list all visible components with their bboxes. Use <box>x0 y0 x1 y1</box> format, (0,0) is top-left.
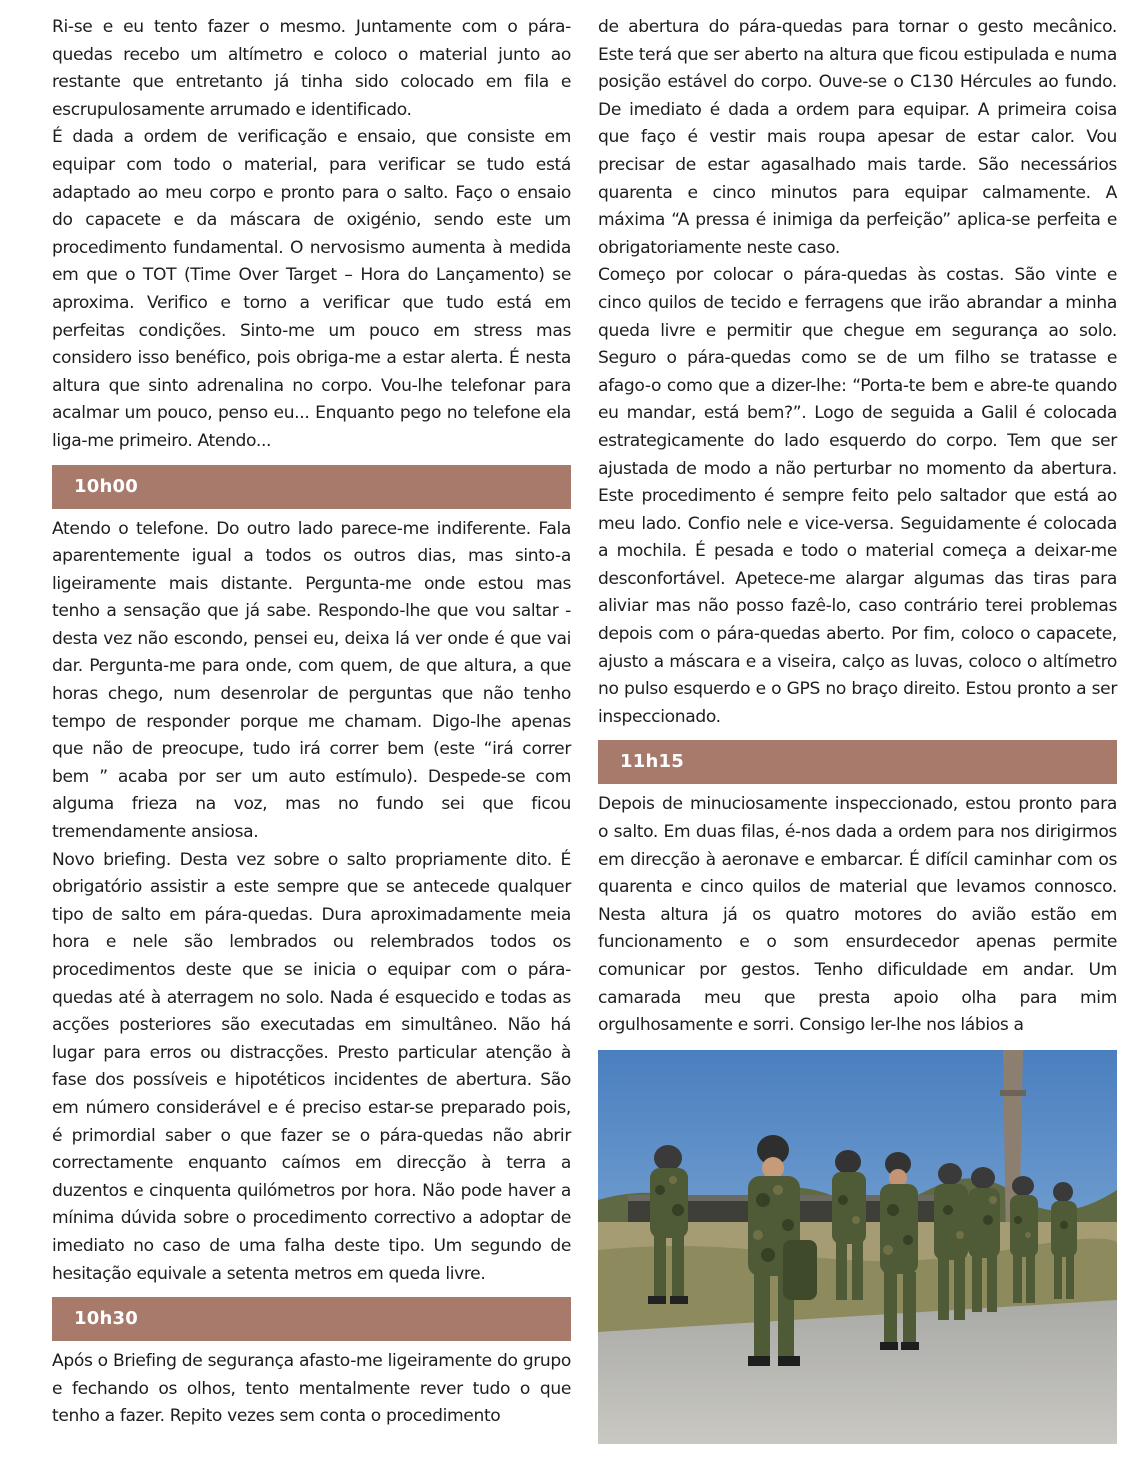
paragraph: Após o Briefing de segurança afasto-me ligeiramente do grupo e fechando os olhos, tento mentalmente rever tudo o que tenho a fazer. Repito vezes sem conta o procedimento <box>52 1351 571 1427</box>
section-heading-10h30: 10h30 <box>52 1297 571 1341</box>
paragraph: Depois de minuciosamente inspeccionado, estou pronto para o salto. Em duas filas, é-nos dada a ordem para nos dirigirmos em direcção à aeronave e embarcar. É difícil caminhar com os quarenta e cinco quilos de material que levamos connosco. Nesta altura já os quatro motores do avião estão em funcionamento e o som ensurdecedor apenas permite comunicar por gestos. Tenho dificuldade em andar. Um camarada meu que presta apoio olha para mim orgulhosamente e sorri. Consigo ler-lhe nos lábios a <box>598 794 1117 1036</box>
right-column <box>598 14 1117 1040</box>
paragraph: Atendo o telefone. Do outro lado parece-me indiferente. Fala aparentemente igual a todos os outros dias, mas sinto-a ligeiramente mais distante. Pergunta-me onde estou mas tenho a sensação que já sabe. Respondo-lhe que vou saltar - desta vez não escondo, pensei eu, deixa lá ver onde é que vai dar. Pergunta-me para onde, com quem, de que altura, a que horas chego, num desenrolar de perguntas que não tenho tempo de responder porque me chamam. Digo-lhe apenas que não de preocupe, tudo irá correr bem (este “irá correr bem ” acaba por ser um auto estímulo). Despede-se com alguma frieza na voz, mas no fundo sei que ficou tremendamente ansiosa. <box>52 518 571 843</box>
paragraph: Ri-se e eu tento fazer o mesmo. Juntamente com o pára-quedas recebo um altímetro e coloco o material junto ao restante que entretanto já tinha sido colocado em fila e escrupulosamente arrumado e identificado. <box>52 17 571 120</box>
section-heading-11h15: 11h15 <box>598 740 1117 784</box>
paragraph: Começo por colocar o pára-quedas às costas. São vinte e cinco quilos de tecido e ferragens que irão abrandar a minha queda livre e permitir que chegue em segurança ao solo. Seguro o pára-quedas como se de um filho se tratasse e afago-o como que a dizer-lhe: “Porta-te bem e abre-te quando eu mandar, está bem?”. Logo de seguida a Galil é colocada estrategicamente do lado esquerdo do corpo. Tem que ser ajustada de modo a não perturbar no momento da abertura. Este procedimento é sempre feito pelo saltador que está ao meu lado. Confio nele e vice-versa. Seguidamente é colocada a mochila. É pesada e todo o material começa a deixar-me desconfortável. Apetece-me alargar algumas das tiras para aliviar mas não posso fazê-lo, caso contrário terei problemas depois com o pára-quedas aberto. Por fim, coloco o capacete, ajusto a máscara e a viseira, calço as luvas, coloco o altímetro no pulso esquerdo e o GPS no braço direito. Estou pronto a ser inspeccionado. <box>598 265 1117 727</box>
paragraph: de abertura do pára-quedas para tornar o gesto mecânico. Este terá que ser aberto na altura que ficou estipulada e numa posição estável do corpo. Ouve-se o C130 Hércules ao fundo. De imediato é dada a ordem para equipar. A primeira coisa que faço é vestir mais roupa apesar de estar calor. Vou precisar de estar agasalhado mais tarde. São necessários quarenta e cinco minutos para equipar calmamente. A máxima “A pressa é inimiga da perfeição” aplica-se perfeita e obrigatoriamente neste caso. <box>598 17 1117 258</box>
section-heading-10h00: 10h00 <box>52 465 571 509</box>
left-column <box>52 14 571 1431</box>
paragraph: É dada a ordem de verificação e ensaio, que consiste em equipar com todo o material, para verificar se tudo está adaptado ao meu corpo e pronto para o salto. Faço o ensaio do capacete e da máscara de oxigénio, sendo este um procedimento fundamental. O nervosismo aumenta à medida em que o TOT (Time Over Target – Hora do Lançamento) se aproxima. Verifico e torno a verificar que tudo está em perfeitas condições. Sinto-me um pouco em stress mas considero isso benéfico, pois obriga-me a estar alerta. É nesta altura que sinto adrenalina no corpo. Vou-lhe telefonar para acalmar um pouco, penso eu... Enquanto pego no telefone ela liga-me primeiro. Atendo... <box>52 127 571 451</box>
paragraph: Novo briefing. Desta vez sobre o salto propriamente dito. É obrigatório assistir a este sempre que se antecede qualquer tipo de salto em pára-quedas. Dura aproximadamente meia hora e nele são lembrados ou relembrados todos os procedimentos deste que se inicia o equipar com o pára-quedas até à aterragem no solo. Nada é esquecido e todas as acções posteriores são executadas em simultâneo. Não há lugar para erros ou distracções. Presto particular atenção à fase dos possíveis e hipotéticos incidentes de abertura. São em número considerável e é preciso estar-se preparado pois, é primordial saber o que fazer se o pára-quedas não abrir correctamente enquanto caímos em direcção à terra a duzentos e cinquenta quilómetros por hora. Não pode haver a mínima dúvida sobre o procedimento correctivo a adoptar de imediato no caso de uma falha deste tipo. Um segundo de hesitação equivale a setenta metros em queda livre. <box>52 849 571 1284</box>
paratroopers-photo <box>598 1050 1117 1444</box>
